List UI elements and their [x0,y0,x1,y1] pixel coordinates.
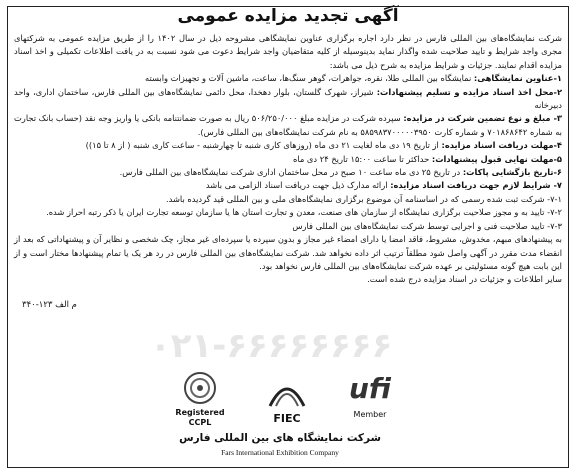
company-name-fa: شرکت نمایشگاه های بین المللی فارس [179,432,381,444]
company-name-en: Fars International Exhibition Company [221,448,339,457]
item-7: ۷- شرایط لازم جهت دریافت اسناد مزایده: ارائه مدارک ذیل جهت دریافت اسناد الزامی می باشد [205,180,562,191]
footer-note: سایر اطلاعات و جزئیات در اسناد مزایده درج شده است. [367,274,562,285]
item-6: ۶-تاریخ بازگشایی پاکات: در تاریخ ۲۵ دی ماه ساعت ۱۰ صبح در محل ساختمان اداری شرکت نمایشگاه‌های بین المللی فارس. [119,167,562,178]
closing-paragraph: به پیشنهادهای مبهم، مخدوش، مشروط، فاقد امضا یا دارای امضاء غیر مجاز و بدون سپرده یا سپرده‌ای غیر مجاز، چک شخصی و نظایر آن و پیشنهاداتی که بعد از انقضاء مدت مقرر در آگهی واصل شود مطلقاً ترتیب اثر داده نخواهد شد. شرکت نمایشگاه‌های بین المللی فارس در رد هر یک یا تمام پیشنهادها مختار است و از این بابت هیچ گونه مسئولیتی بر عهده شرکت نمایشگاه‌های بین المللی فارس نخواهد بود. [14,234,562,271]
condition-1: ۷-۱- شرکت ثبت شده رسمی که در اساسنامه آن موضوع برگزاری نمایشگاه‌های ملی و بین المللی قید گردیده باشد. [165,193,562,204]
fiec-label: FIEC [273,412,301,425]
item-5: ۵-مهلت نهایی قبول پیشنهادات: حداکثر تا ساعت ۱۵:۰۰ تاریخ ۲۴ دی ماه [292,153,562,164]
item-1: ۱-عناوین نمایشگاهی: نمایشگاه بین المللی طلا، نقره، جواهرات، گوهر سنگ‌ها، ساعت، ماشین آلات و تجهیزات وابسته [145,73,562,84]
fiec-logo [260,376,314,428]
condition-3: ۷-۳- تایید صلاحیت فنی و اجرایی توسط شرکت نمایشگاه‌های بین المللی فارس [292,220,562,231]
ufi-member-label: Member [353,410,387,419]
item-2: ۲-محل اخذ اسناد مزایده و تسلیم پیشنهادات: شیراز، شهرک گلستان، بلوار دهخدا، محل دائمی نمایشگاه‌های بین المللی فارس، ساختمان اداری، واحد دبیرخانه [14,86,563,111]
condition-2: ۷-۲- تایید به و مجوز صلاحیت برگزاری نمایشگاه از سازمان های صنعت، معدن و تجارت استان ها یا سازمان توسعه تجارت ایران یا ذکر رتبه احراز شده. [46,207,562,218]
ccpl-label: Registered CCPL [175,408,225,427]
ufi-label: ufi [349,372,391,405]
watermark-phone: ۰۲۱-۶۶۶۶۶۶۶۶ [150,326,393,366]
intro-paragraph: شرکت نمایشگاه‌های بین المللی فارس در نظر دارد اجاره برگزاری عناوین نمایشگاهی مشروحه ذیل در سال ۱۴۰۲ را از طریق مزایده عمومی به شرکتهای مجری واجد شرایط و تایید صلاحیت شده واگذار نماید بدینوسیله از کلیه متقاضیان واجد شرایط دعوت می شود نسبت به در یافت اطلاعات تکمیلی و اخذ اسناد مزایده اقدام نمایند. جزئیات و شرایط مزایده به شرح ذیل می باشد: [14,33,562,70]
page-title: آگهی تجدید مزایده عمومی [177,6,399,26]
item-3: ۳- مبلغ و نوع تضمین شرکت در مزایده: سپرده شرکت در مزایده مبلغ ۵۰۶/۲۵۰/۰۰۰ ریال به صورت ضمانتنامه بانکی یا واریز وجه نقد (حساب بانک تجارت به شماره ۷۰۱۸۶۸۶۴۲ و شماره کارت ۵۸۵۹۸۳۷۰۰۰۰۰۳۹۵۰ به نام شرکت نمایشگاه‌های بین المللی فارس). [14,113,562,137]
ad-body [14,32,562,287]
ufi-logo [340,370,400,428]
logos-row [150,370,410,430]
item-4: ۴-مهلت دریافت اسناد مزایده: از تاریخ ۱۹ دی ماه لغایت ۲۱ دی ماه (روزهای کاری شنبه تا چهارشنبه - ساعت کاری شنبه ( از ۸ تا ۱۵)) [85,140,562,151]
ccpl-logo [170,370,230,428]
reference-number: م الف ۱۲۳-۳۴۰ [22,300,77,310]
